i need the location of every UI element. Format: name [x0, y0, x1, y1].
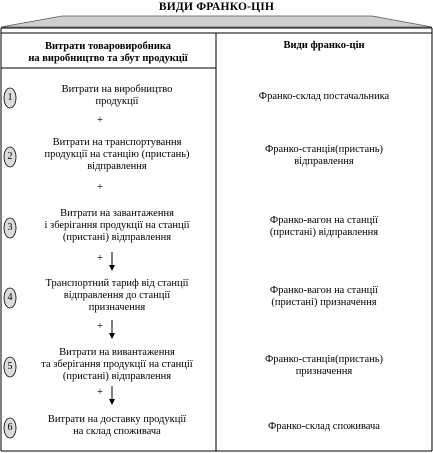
franco-price-6 — [220, 419, 428, 435]
franco-price-2-line-1: Франко-станція(пристань) — [264, 144, 384, 155]
franco-price-4-line-1: Франко-вагон на станції — [269, 285, 379, 296]
step-number-1: 1 — [7, 92, 13, 103]
roof-shape — [1, 16, 432, 27]
cost-item-2-line-1: Витрати на транспортування — [52, 137, 182, 148]
plus-sign-5: + — [96, 386, 104, 398]
cost-item-5-line-2: та зберігання продукції на станції — [41, 359, 193, 370]
left-header-line-2: на виробництво та збут продукції — [28, 53, 188, 64]
franco-price-3-line-2: (пристані) відправлення — [269, 227, 379, 238]
cost-item-5 — [22, 345, 212, 385]
franco-price-5-line-1: Франко-станція(пристань) — [264, 354, 384, 365]
cost-item-6 — [22, 412, 212, 440]
down-arrow-3 — [109, 252, 115, 271]
cost-item-6-line-1: Витрати на доставку продукції — [47, 414, 187, 425]
cost-item-3 — [22, 206, 212, 246]
step-number-4: 4 — [7, 292, 13, 303]
cost-item-2-line-2: продукції на станцію (пристань) — [44, 149, 190, 160]
franco-price-5 — [220, 352, 428, 380]
plus-sign-3: + — [96, 252, 104, 264]
cost-item-4 — [22, 276, 212, 316]
diagram-title: ВИДИ ФРАНКО-ЦІН — [158, 1, 275, 13]
plus-sign-2: + — [96, 181, 104, 193]
cost-item-1-line-2: продукції — [95, 96, 139, 107]
right-column-header — [218, 36, 430, 56]
cost-item-6-line-2: на склад споживача — [73, 426, 161, 437]
left-column-header — [2, 38, 214, 68]
plus-sign-4: + — [96, 320, 104, 332]
step-number-6: 6 — [7, 422, 13, 433]
franco-price-4-line-2: (пристані) призначення — [271, 297, 377, 308]
cost-item-5-line-3: (пристані) відправлення — [62, 371, 172, 382]
cost-item-4-line-1: Транспортний тариф від станції — [45, 278, 189, 289]
plus-sign-1: + — [96, 114, 104, 126]
cost-item-1 — [22, 82, 212, 110]
number-circles — [4, 88, 16, 438]
down-arrow-4 — [109, 320, 115, 339]
cost-item-3-line-3: (пристані) відправлення — [62, 232, 172, 243]
franco-price-1-line-1: Франко-склад постачальника — [258, 91, 390, 102]
franco-price-5-line-2: призначення — [295, 366, 353, 377]
cost-item-4-line-2: відправлення до станції — [63, 290, 171, 301]
down-arrow-5 — [109, 386, 115, 405]
step-number-5: 5 — [7, 361, 13, 372]
left-header-line-1: Витрати товаровиробника — [44, 41, 172, 52]
cost-item-4-line-3: призначення — [88, 302, 146, 313]
franco-price-3 — [220, 213, 428, 241]
cost-item-2-line-3: відправлення — [87, 161, 147, 172]
cost-item-3-line-2: і зберігання продукції на станції — [44, 220, 190, 231]
franco-price-3-line-1: Франко-вагон на станції — [269, 215, 379, 226]
cost-item-2 — [22, 135, 212, 175]
franco-price-2-line-2: відправлення — [294, 156, 354, 167]
franco-price-2 — [220, 142, 428, 170]
right-header-text: Види франко-цін — [283, 40, 365, 51]
cost-item-5-line-1: Витрати на вивантаження — [59, 347, 175, 358]
franco-price-6-line-1: Франко-склад споживача — [268, 421, 380, 432]
franco-price-1 — [220, 89, 428, 105]
cost-item-3-line-1: Витрати на завантаження — [60, 208, 174, 219]
step-number-3: 3 — [7, 222, 13, 233]
step-number-2: 2 — [7, 151, 13, 162]
cost-item-1-line-1: Витрати на виробництво — [61, 84, 173, 95]
franco-price-4 — [220, 283, 428, 311]
